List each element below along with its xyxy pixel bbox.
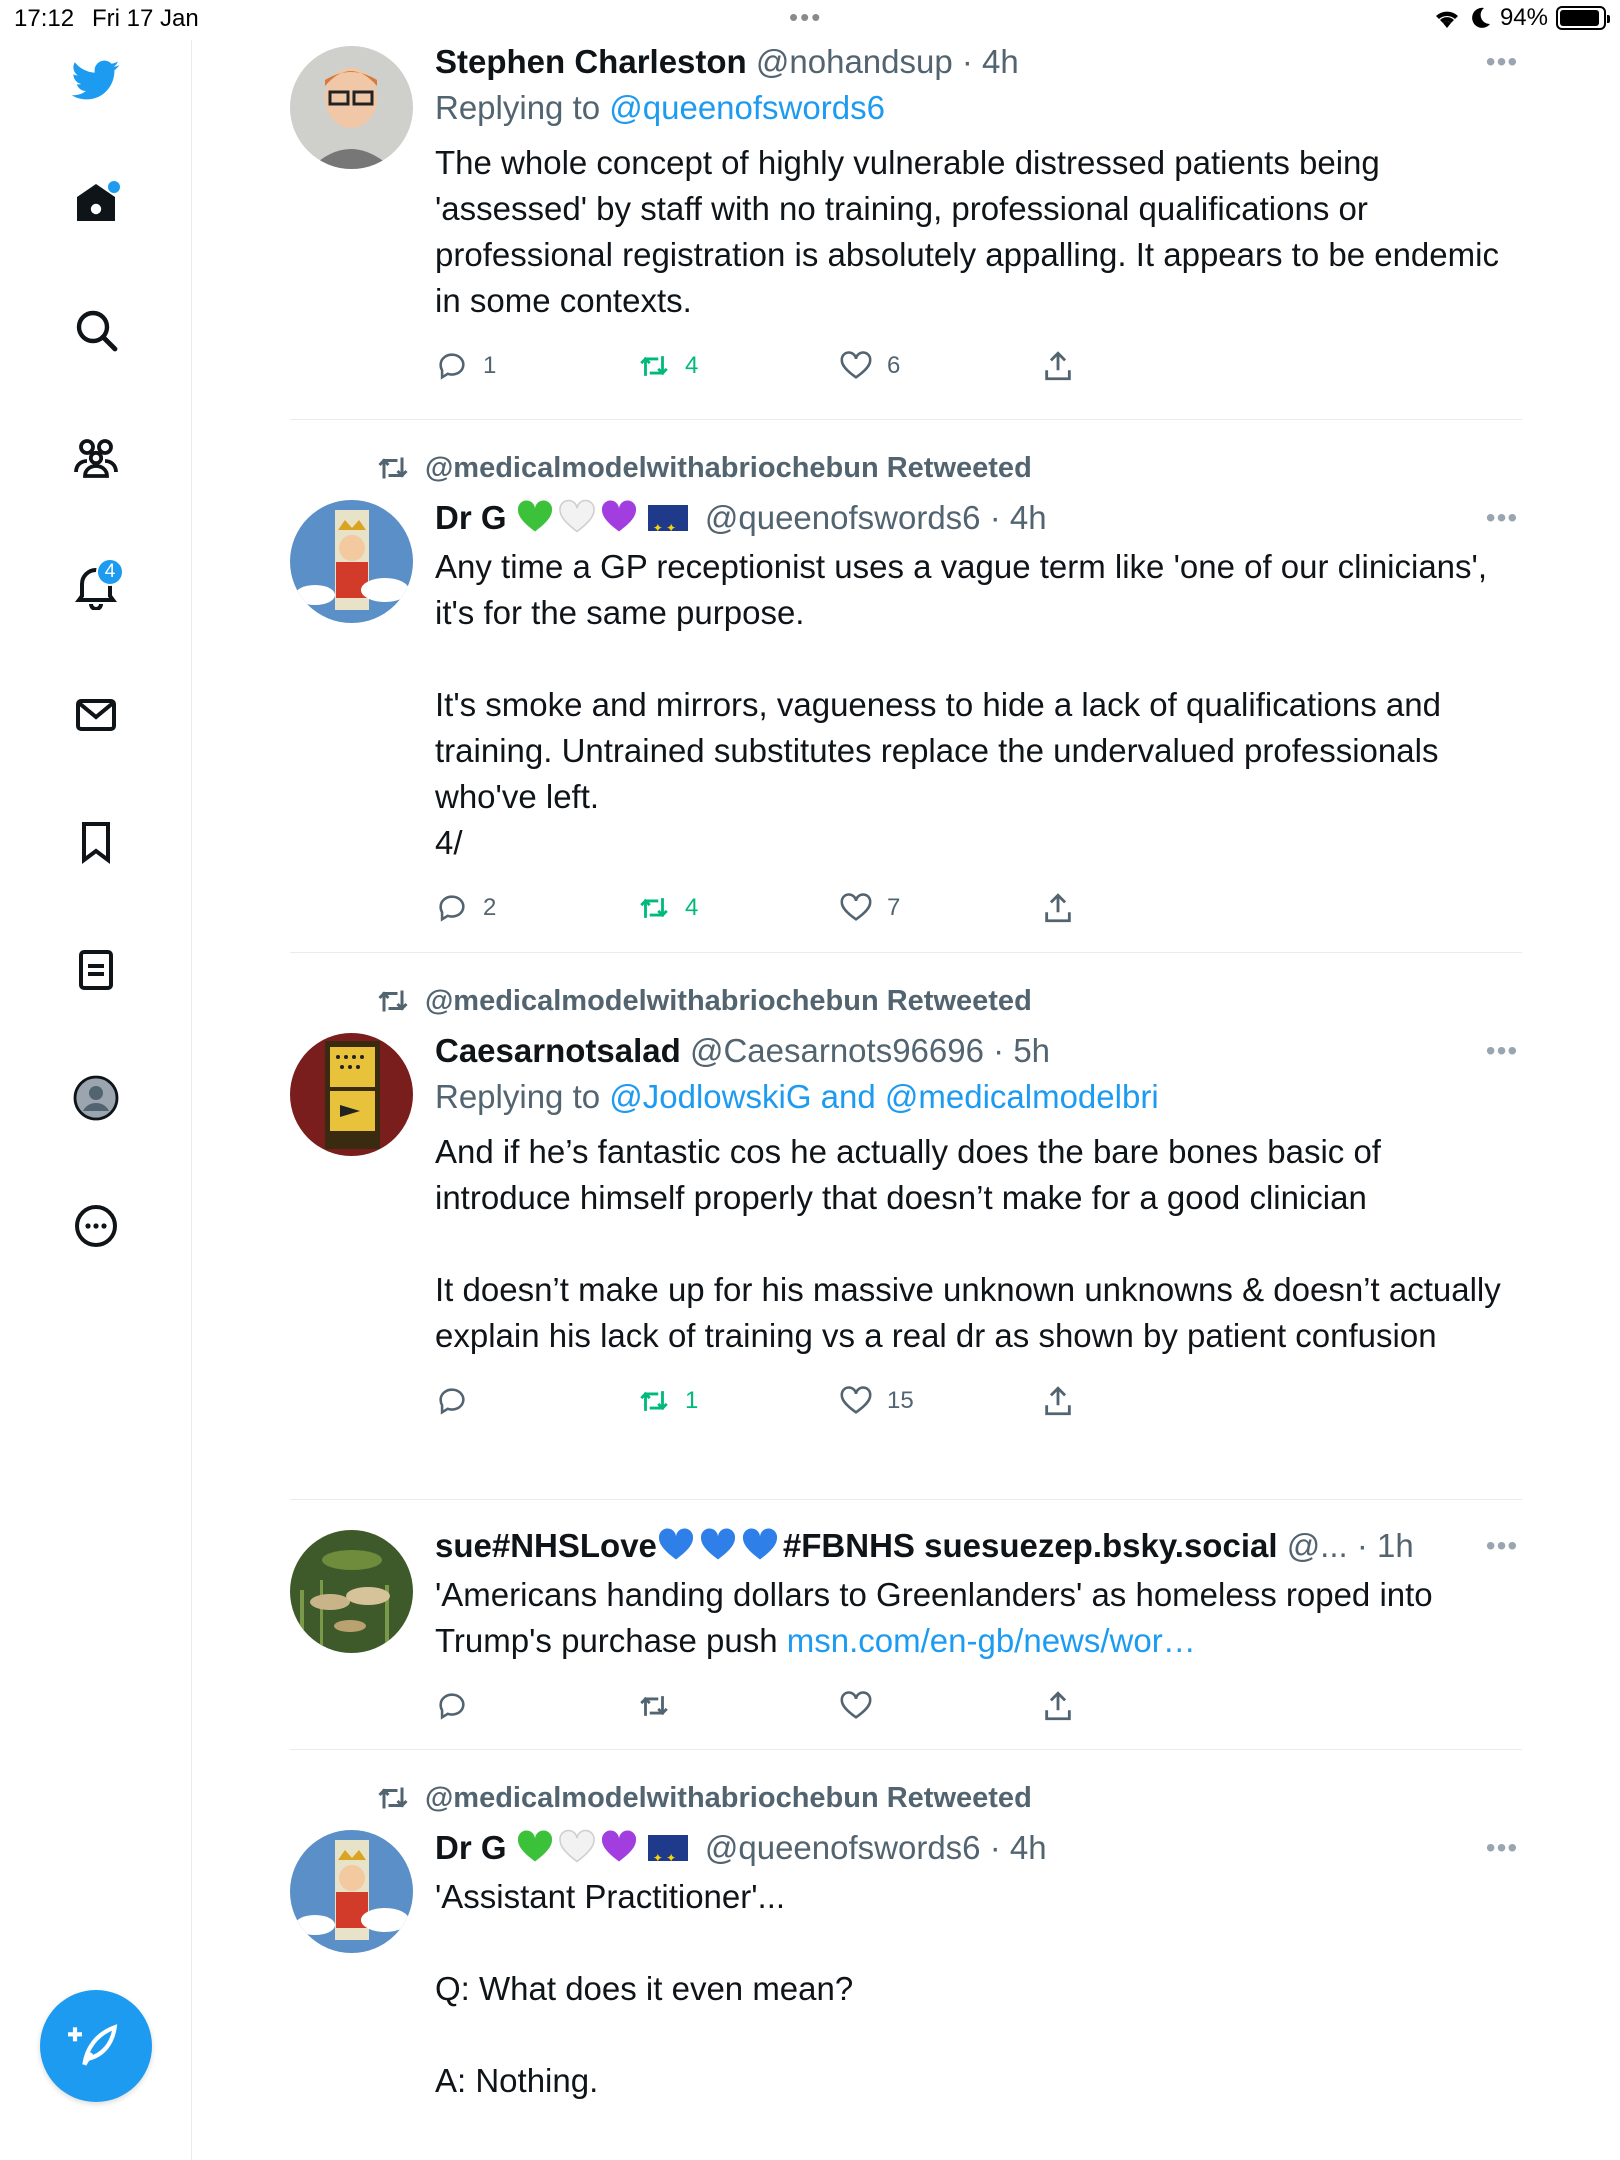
tweet-time[interactable]: · 4h <box>989 499 1047 536</box>
blue-heart-icon <box>699 1527 737 1561</box>
author-name[interactable]: Caesarnotsalad <box>435 1032 681 1069</box>
avatar[interactable] <box>290 1033 413 1156</box>
white-heart-icon <box>558 499 596 533</box>
retweet-count: 1 <box>685 1387 699 1414</box>
tweet-text: And if he’s fantastic cos he actually does the bare bones basic of introduce himself properly that doesn’t make for a good clinician It doesn’t make up for his massive unknown unknowns & doesn’t actually explain his lack of training vs a real dr as shown by patient confusion <box>435 1133 1501 1354</box>
share-button[interactable] <box>1041 891 1243 925</box>
author-name-part[interactable]: sue#NHSLove <box>435 1527 657 1564</box>
like-heart-icon <box>839 1384 873 1418</box>
reply-button[interactable] <box>435 891 637 925</box>
share-icon <box>1041 349 1075 383</box>
more-icon[interactable] <box>66 1196 126 1256</box>
notifications-badge: 4 <box>96 558 124 586</box>
tweet-more-options-icon[interactable]: ••• <box>1485 46 1519 77</box>
reply-icon <box>435 349 469 383</box>
eu-flag-icon <box>648 505 688 531</box>
avatar[interactable] <box>290 1530 413 1653</box>
bookmarks-icon[interactable] <box>66 812 126 872</box>
search-icon[interactable] <box>66 300 126 360</box>
reply-button[interactable] <box>435 1689 637 1723</box>
reply-button[interactable] <box>435 349 637 383</box>
reply-count: 1 <box>483 352 497 379</box>
tweet-more-options-icon[interactable]: ••• <box>1485 502 1519 533</box>
reply-button[interactable] <box>435 1384 637 1418</box>
tweet[interactable] <box>290 1750 1522 2140</box>
like-count: 15 <box>887 1387 914 1414</box>
retweeted-by-label[interactable]: @medicalmodelwithabriochebun Retweeted <box>425 451 1032 484</box>
tweet-time[interactable]: · 4h <box>989 1829 1047 1866</box>
retweet-button[interactable] <box>637 891 839 925</box>
tweet-text-body: 'Americans handing dollars to Greenlanders' as homeless roped into Trump's purchase push <box>435 1576 1442 1659</box>
lists-icon[interactable] <box>66 940 126 1000</box>
retweet-button[interactable] <box>637 1384 839 1418</box>
tweet-header <box>435 1524 1522 1568</box>
profile-icon[interactable] <box>66 1068 126 1128</box>
blue-heart-icon <box>657 1527 695 1561</box>
share-icon <box>1041 1384 1075 1418</box>
replying-to <box>435 84 1522 132</box>
tweet-header <box>435 1826 1522 1870</box>
tweet-actions <box>435 878 1522 938</box>
tweet-time[interactable]: · 4h <box>961 43 1019 80</box>
purple-heart-icon <box>600 499 638 533</box>
retweet-icon <box>637 1689 671 1723</box>
green-heart-icon <box>516 1829 554 1863</box>
tweet-text: The whole concept of highly vulnerable distressed patients being 'assessed' by staff with no training, professional qualifications or professional registration is absolutely appalling. It appears to be endemic in some contexts. <box>435 144 1509 319</box>
author-handle[interactable]: @Caesarnots96696 <box>689 1032 984 1069</box>
author-name[interactable]: Dr G <box>435 499 507 536</box>
do-not-disturb-moon-icon <box>1470 6 1492 30</box>
share-button[interactable] <box>1041 1384 1243 1418</box>
multitasking-dots-icon[interactable]: ••• <box>789 2 823 32</box>
retweet-icon <box>637 891 671 925</box>
status-time: 17:12 <box>14 5 75 32</box>
share-icon <box>1041 891 1075 925</box>
compose-tweet-icon <box>68 2018 124 2074</box>
sidebar <box>0 40 192 2160</box>
tweet-header <box>435 1029 1522 1073</box>
like-heart-icon <box>839 349 873 383</box>
tweet-more-options-icon[interactable]: ••• <box>1485 1035 1519 1066</box>
share-button[interactable] <box>1041 349 1243 383</box>
share-icon <box>1041 1689 1075 1723</box>
purple-heart-icon <box>600 1829 638 1863</box>
compose-tweet-button[interactable] <box>40 1990 152 2102</box>
like-button[interactable] <box>839 349 1041 383</box>
tweet-actions <box>435 1371 1522 1431</box>
author-handle[interactable]: @queenofswords6 <box>704 1829 981 1866</box>
retweet-button[interactable] <box>637 1689 839 1723</box>
like-button[interactable] <box>839 1384 1041 1418</box>
like-button[interactable] <box>839 891 1041 925</box>
battery-percent: 94% <box>1499 4 1548 31</box>
like-count: 7 <box>887 894 901 921</box>
tweet-actions <box>435 1676 1522 1736</box>
white-heart-icon <box>558 1829 596 1863</box>
eu-flag-icon <box>648 1835 688 1861</box>
blue-heart-icon <box>741 1527 779 1561</box>
share-button[interactable] <box>1041 1689 1243 1723</box>
status-bar <box>0 0 1620 40</box>
tweet[interactable] <box>290 953 1522 1500</box>
green-heart-icon <box>516 499 554 533</box>
tweet-time[interactable]: · 5h <box>993 1032 1051 1069</box>
retweet-icon <box>637 349 671 383</box>
tweet-more-options-icon[interactable]: ••• <box>1485 1530 1519 1561</box>
status-indicators <box>1432 4 1606 32</box>
reply-mention-link[interactable]: @JodlowskiG and @medicalmodelbri <box>609 1078 1159 1115</box>
tweet-text: 'Assistant Practitioner'... Q: What does it even mean? A: Nothing. <box>435 1878 854 2099</box>
messages-icon[interactable] <box>66 685 126 745</box>
tweet-time[interactable]: · 1h <box>1356 1527 1414 1564</box>
reply-mention-link[interactable]: @queenofswords6 <box>609 89 885 126</box>
tweet[interactable] <box>290 1500 1522 1750</box>
author-name[interactable]: Stephen Charleston <box>435 43 747 80</box>
retweet-count: 4 <box>685 894 699 921</box>
author-handle[interactable]: @nohandsup <box>755 43 953 80</box>
tweet-text: Any time a GP receptionist uses a vague term like 'one of our clinicians', it's for the same purpose. It's smoke and mirrors, vagueness to hide a lack of qualifications and training. Untrained substitutes replace the undervalued professionals who've left. 4/ <box>435 548 1488 861</box>
wifi-icon <box>1432 6 1462 30</box>
home-icon[interactable] <box>66 173 126 233</box>
replying-to-label: Replying to <box>435 89 610 126</box>
timeline-feed <box>290 40 1522 2140</box>
tweet-header <box>435 40 1522 84</box>
avatar[interactable] <box>290 500 413 623</box>
avatar[interactable] <box>290 46 413 169</box>
reply-icon <box>435 891 469 925</box>
like-heart-icon <box>839 1689 873 1723</box>
tweet-more-options-icon[interactable]: ••• <box>1485 1832 1519 1863</box>
author-handle[interactable]: @... <box>1286 1527 1348 1564</box>
communities-icon[interactable] <box>66 428 126 488</box>
like-heart-icon <box>839 891 873 925</box>
author-name-part[interactable]: #FBNHS suesuezep.bsky.social <box>782 1527 1278 1564</box>
replying-to-label: Replying to <box>435 1078 610 1115</box>
reply-count: 2 <box>483 894 497 921</box>
tweet[interactable] <box>290 420 1522 953</box>
reply-icon <box>435 1689 469 1723</box>
author-name[interactable]: Dr G <box>435 1829 507 1866</box>
avatar[interactable] <box>290 1830 413 1953</box>
new-content-dot <box>108 181 120 193</box>
tweet-actions <box>435 336 1522 396</box>
retweet-count: 4 <box>685 352 699 379</box>
retweet-icon <box>637 1384 671 1418</box>
author-handle[interactable]: @queenofswords6 <box>704 499 981 536</box>
retweeted-by-label[interactable]: @medicalmodelwithabriochebun Retweeted <box>425 984 1032 1017</box>
tweet[interactable] <box>290 40 1522 420</box>
battery-icon <box>1556 6 1606 30</box>
reply-icon <box>435 1384 469 1418</box>
twitter-logo-icon[interactable] <box>66 50 126 110</box>
replying-to <box>435 1073 1522 1121</box>
notifications-icon[interactable] <box>66 556 126 616</box>
status-date: Fri 17 Jan <box>92 5 199 32</box>
tweet-header <box>435 496 1522 540</box>
like-count: 6 <box>887 352 901 379</box>
like-button[interactable] <box>839 1689 1041 1723</box>
tweet-text <box>435 1572 1522 1664</box>
tweet-link[interactable]: msn.com/en-gb/news/wor… <box>786 1622 1196 1659</box>
retweeted-by-label[interactable]: @medicalmodelwithabriochebun Retweeted <box>425 1781 1032 1814</box>
retweet-button[interactable] <box>637 349 839 383</box>
